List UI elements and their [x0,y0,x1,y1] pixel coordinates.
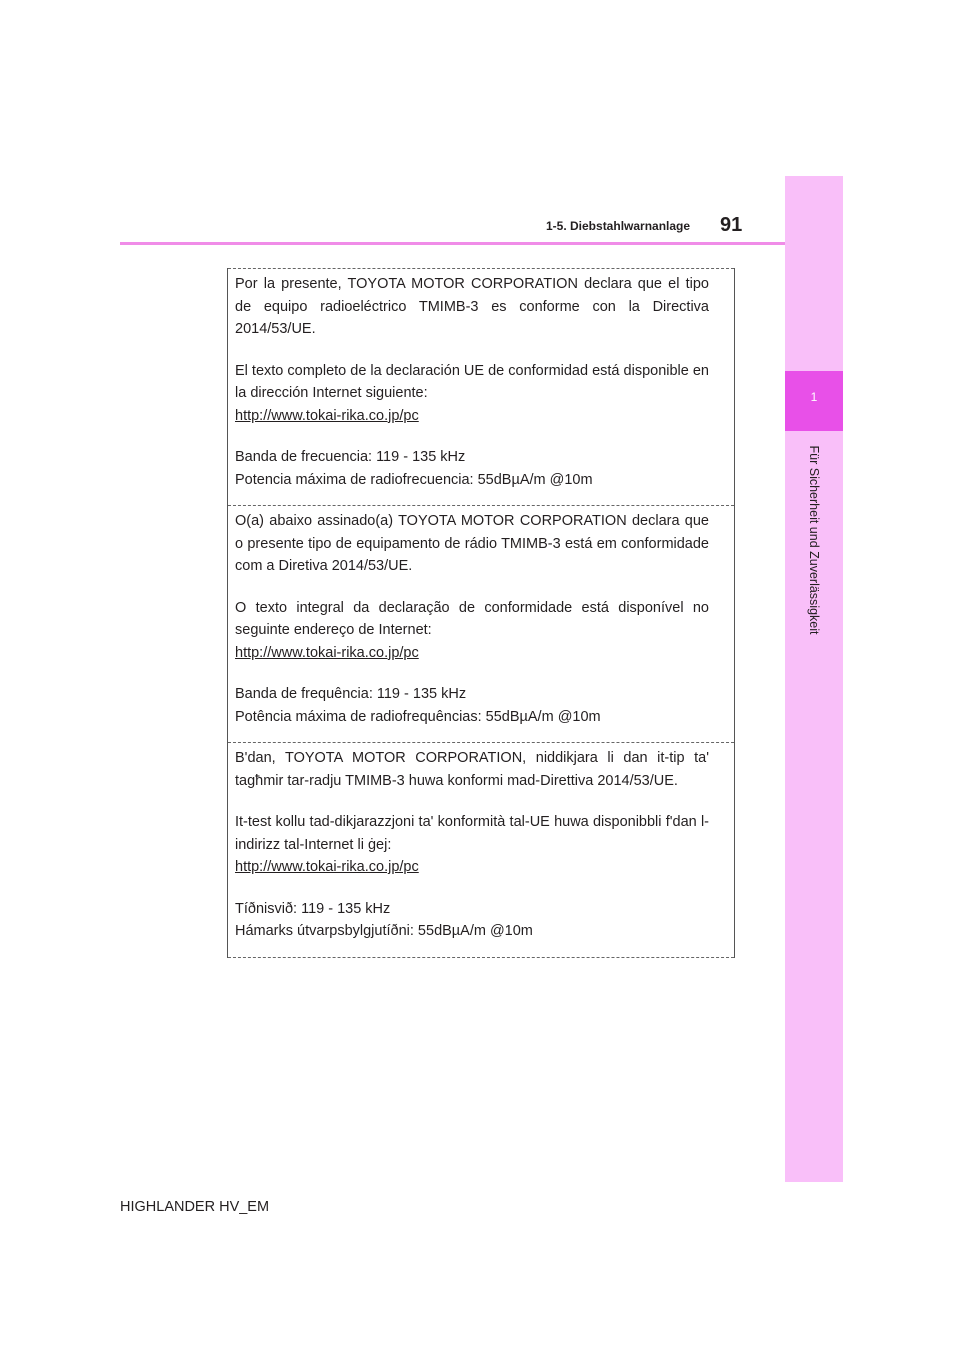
declaration-section-portuguese [228,505,734,742]
page-number: 91 [720,214,743,236]
full-text-statement: O texto integral da declaração de conformidade está disponível no seguinte endereço de Internet: [235,599,709,638]
declaration-url-link[interactable]: http://www.tokai-rika.co.jp/pc [235,859,419,875]
max-power: Hámarks útvarpsbylgjutíðni: 55dBµA/m @10m [235,923,533,939]
section-title: 1-5. Diebstahlwarnanlage [546,219,691,233]
radio-specs [235,683,709,728]
radio-specs [235,898,709,943]
frequency-band: Tíðnisvið: 119 - 135 kHz [235,900,391,917]
declaration-section-spanish [228,268,734,505]
header-rule [120,242,785,245]
declaration-text: Por la presente, TOYOTA MOTOR CORPORATION declara que el tipo de equipo radioeléctrico TMIMB-3 es conforme con la Directiva 2014/53/UE. [235,276,709,337]
max-power: Potência máxima de radiofrequências: 55dBµA/m @10m [235,708,601,725]
chapter-number: 1 [810,390,818,404]
full-text-availability [235,360,709,428]
footer-model-name: HIGHLANDER HV_EM [120,1199,270,1215]
declaration-section-maltese [228,742,734,958]
declaration-url-link[interactable]: http://www.tokai-rika.co.jp/pc [235,407,419,424]
frequency-band: Banda de frequência: 119 - 135 kHz [235,686,467,702]
full-text-statement: El texto completo de la declaración UE de conformidad está disponible en la dirección Internet siguiente: [235,362,709,401]
full-text-availability [235,811,709,879]
full-text-statement: It-test kollu tad-dikjarazzjoni ta' konformità tal-UE huwa disponibbli f'dan l-indirizz tal-Internet li ġej: [235,814,709,853]
side-chapter-tab [785,176,843,1182]
declaration-text: O(a) abaixo assinado(a) TOYOTA MOTOR CORPORATION declara que o presente tipo de equipamento de rádio TMIMB-3 está em conformidade com a Diretiva 2014/53/UE. [235,513,709,574]
chapter-label: Für Sicherheit und Zuverlässigkeit [807,445,821,635]
declaration-box [227,268,735,958]
radio-specs [235,446,709,491]
declaration-url-link[interactable]: http://www.tokai-rika.co.jp/pc [235,644,419,661]
declaration-text: B'dan, TOYOTA MOTOR CORPORATION, niddikjara li dan it-tip ta' tagħmir tar-radju TMIMB-3 huwa konformi mad-Direttiva 2014/53/UE. [235,750,709,789]
frequency-band: Banda de frecuencia: 119 - 135 kHz [235,449,466,465]
max-power: Potencia máxima de radiofrecuencia: 55dBµA/m @10m [235,471,593,488]
full-text-availability [235,597,709,665]
